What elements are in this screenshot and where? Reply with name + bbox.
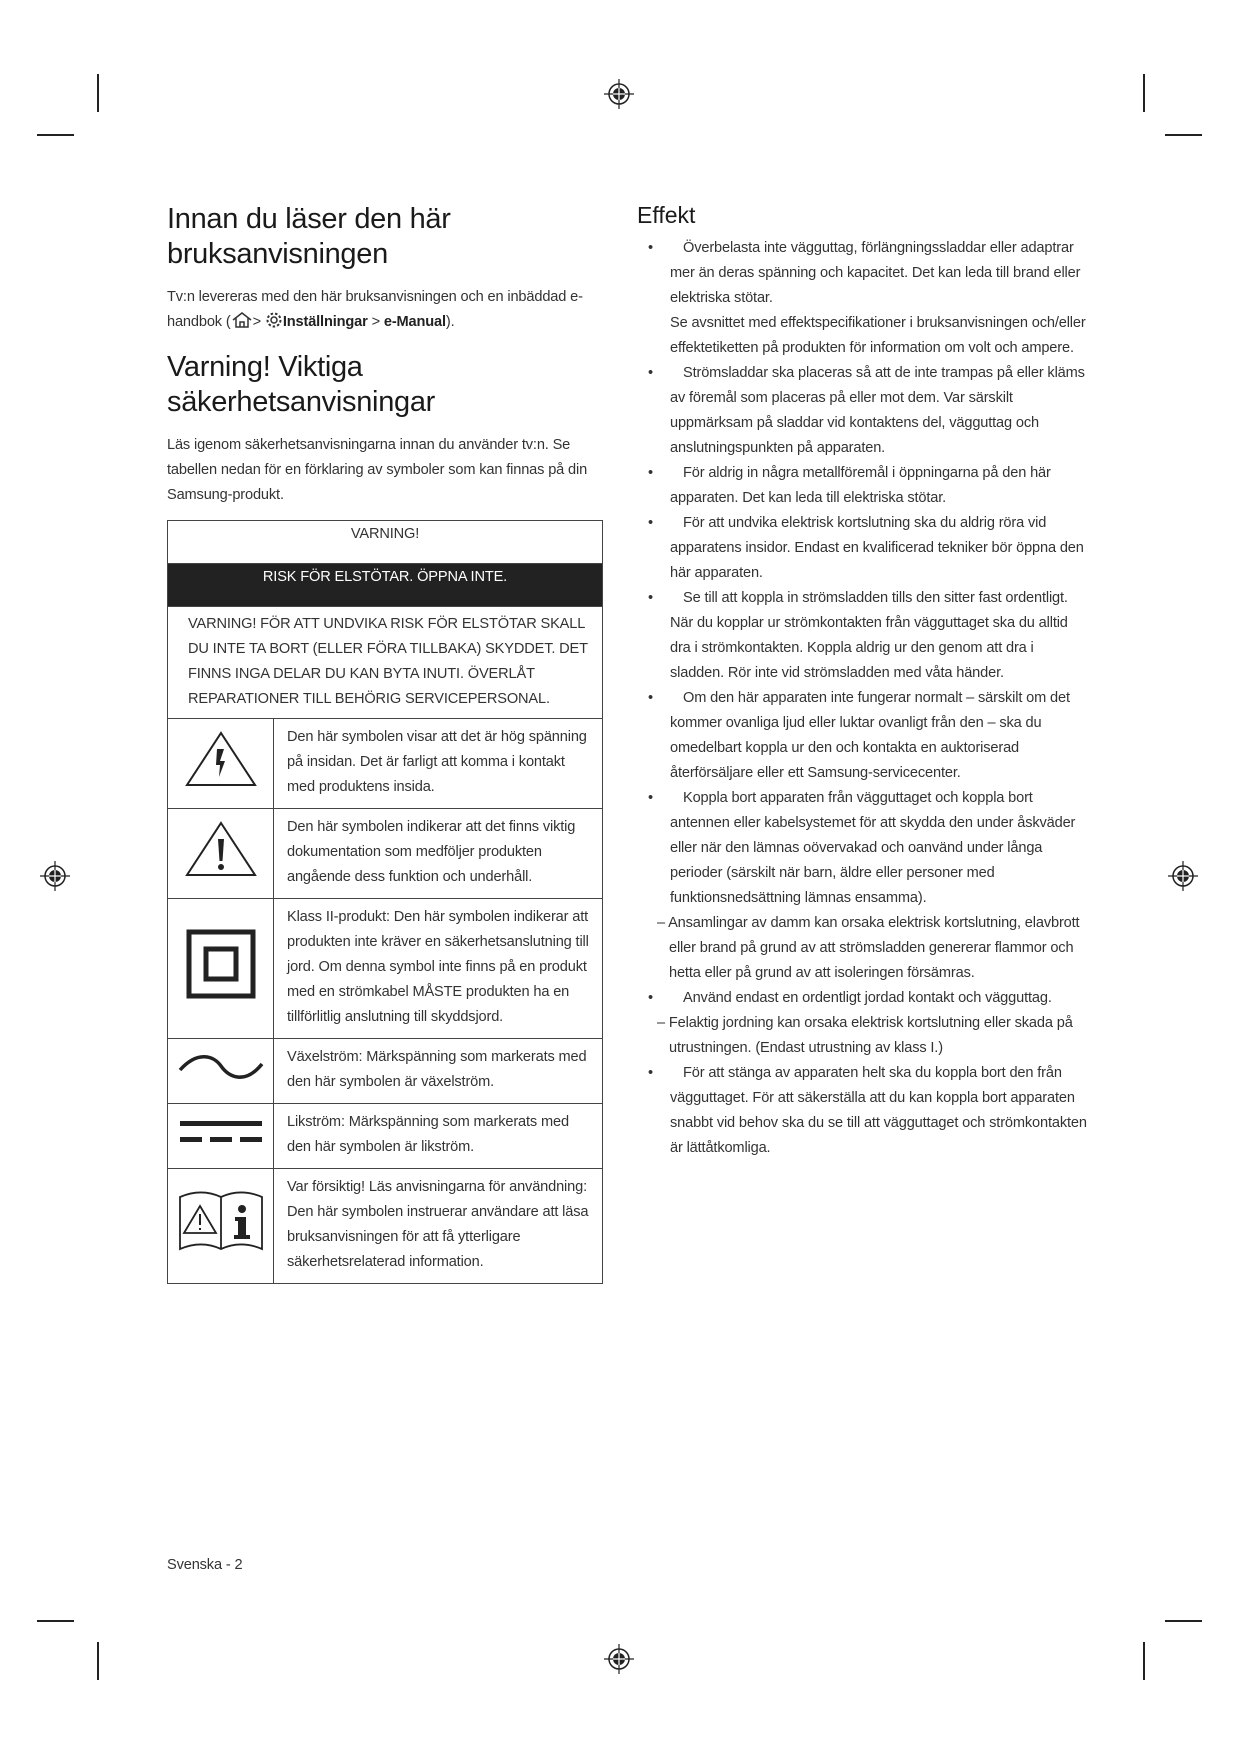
crop-mark [37,134,74,136]
list-item: • Se till att koppla in strömsladden tills den sitter fast ordentligt. När du kopplar ur strömkontakten från vägguttaget ska du alltid dra i strömkontakten. Koppla aldrig ur den genom att dra i sladden. Rör inte vid strömsladden med våta händer. [648,586,1088,686]
row-text: Den här symbolen visar att det är hög spänning på insidan. Det är farligt att komma i kontakt med produktens insida. [274,719,603,809]
symbol-table [167,520,603,1284]
table-row [168,899,603,1039]
table-row [168,1169,603,1284]
direct-current-icon [168,1104,274,1169]
bullet-text: Koppla bort apparaten från vägguttaget och koppla bort antennen eller kabelsystemet för att skydda den under åskväder eller när den lämnas oövervakad och oanvänd under långa perioder (särskilt när barn, äldre eller personer med funktionsnedsättning lämnas ensamma). [670,790,1076,906]
list-item [648,986,1088,1061]
list-item: • För att stänga av apparaten helt ska du koppla bort den från vägguttaget. För att säkerställa att du kan koppla bort apparaten snabbt vid behov ska du se till att vägguttaget och strömkontakten är lättåtkomliga. [648,1061,1088,1161]
page-number: Svenska - 2 [167,1557,243,1573]
registration-mark-icon [604,1644,634,1674]
list-item: • Strömsladdar ska placeras så att de inte trampas på eller kläms av föremål som placeras på eller mot dem. Var särskilt uppmärksam på sladdar vid kontaktens del, vägguttag och anslutningspunkten på apparaten. [648,361,1088,461]
intro-sep: > [252,314,261,330]
crop-mark [97,1642,99,1680]
row-text: Var försiktig! Läs anvisningarna för användning: Den här symbolen instruerar användare att läsa bruksanvisningen för att få ytterligare säkerhetsrelaterad information. [274,1169,603,1284]
settings-gear-icon [265,311,283,329]
class-ii-double-square-icon [168,899,274,1039]
list-item: • För aldrig in några metallföremål i öppningarna på den här apparaten. Det kan leda till elektriska stötar. [648,461,1088,511]
high-voltage-triangle-icon [168,719,274,809]
intro-suffix: ). [445,314,455,330]
list-item [648,236,1088,361]
home-icon [231,311,253,329]
heading-before-reading: Innan du läser den här bruksanvisningen [167,203,451,270]
table-header: VARNING! [168,521,603,564]
registration-mark-icon [604,79,634,109]
table-row [168,809,603,899]
sub-item: – Felaktig jordning kan orsaka elektrisk kortslutning eller skada på utrustningen. (Endast utrustning av klass I.) [657,1015,1073,1056]
emanual-label: e-Manual [383,314,446,330]
registration-mark-icon [1168,861,1198,891]
intro-paragraph [167,285,597,335]
list-item: • Om den här apparaten inte fungerar normalt – särskilt om det kommer ovanliga ljud eller luktar ovanligt från den – ska du omedelbart koppla ur den och kontakta en auktoriserad återförsäljare eller ett Samsung-servicecenter. [648,686,1088,786]
table-warning-band: RISK FÖR ELSTÖTAR. ÖPPNA INTE. [168,564,603,607]
alternating-current-icon [168,1039,274,1104]
table-row [168,1104,603,1169]
sub-item: – Ansamlingar av damm kan orsaka elektrisk kortslutning, elavbrott eller brand på grund av att strömsladden genererar flammor och hetta eller på grund av att isoleringen försämras. [657,915,1080,981]
bullet-extra-text: Se avsnittet med effektspecifikationer i bruksanvisningen och/eller effektetiketten på produkten för information om volt och ampere. [670,315,1086,356]
table-row [168,719,603,809]
intro-text: Tv:n levereras med den här bruksanvisningen och en inbäddad e-handbok ( [167,289,583,330]
settings-label: Inställningar [282,314,368,330]
crop-mark [1143,1642,1145,1680]
list-item [648,786,1088,986]
table-warning-text: VARNING! FÖR ATT UNDVIKA RISK FÖR ELSTÖTAR SKALL DU INTE TA BORT (ELLER FÖRA TILLBAKA) SKYDDET. DET FINNS INGA DELAR DU KAN BYTA INUTI. ÖVERLÅT REPARATIONER TILL BEHÖRIG SERVICEPERSONAL. [168,607,603,719]
read-manual-icon [168,1169,274,1284]
row-text: Den här symbolen indikerar att det finns viktig dokumentation som medföljer produkten angående dess funktion och underhåll. [274,809,603,899]
exclamation-triangle-icon [168,809,274,899]
list-item: • För att undvika elektrisk kortslutning ska du aldrig röra vid apparatens insidor. Endast en kvalificerad tekniker bör öppna den här apparaten. [648,511,1088,586]
power-bullet-list [648,236,1088,1161]
row-text: Klass II-produkt: Den här symbolen indikerar att produkten inte kräver en säkerhetsanslutning till jord. Om denna symbol inte finns på en produkt med en strömkabel MÅSTE produkten ha en tillförlitlig anslutning till skyddsjord. [274,899,603,1039]
crop-mark [1143,74,1145,112]
crop-mark [97,74,99,112]
crop-mark [1165,1620,1202,1622]
bullet-text: Använd endast en ordentligt jordad kontakt och vägguttag. [683,990,1052,1006]
crop-mark [1165,134,1202,136]
registration-mark-icon [40,861,70,891]
crop-mark [37,1620,74,1622]
heading-power: Effekt [637,202,696,228]
bullet-text: Överbelasta inte vägguttag, förlängningssladdar eller adaptrar mer än deras spänning och kapacitet. Det kan leda till brand eller elektriska stötar. [670,240,1081,306]
table-row [168,1039,603,1104]
intro-sep2: > [367,314,384,330]
heading-safety-warning: Varning! Viktiga säkerhetsanvisningar [167,351,436,418]
safety-intro-paragraph: Läs igenom säkerhetsanvisningarna innan du använder tv:n. Se tabellen nedan för en förklaring av symboler som kan finnas på din Samsung-produkt. [167,437,588,503]
row-text: Växelström: Märkspänning som markerats med den här symbolen är växelström. [274,1039,603,1104]
row-text: Likström: Märkspänning som markerats med den här symbolen är likström. [274,1104,603,1169]
